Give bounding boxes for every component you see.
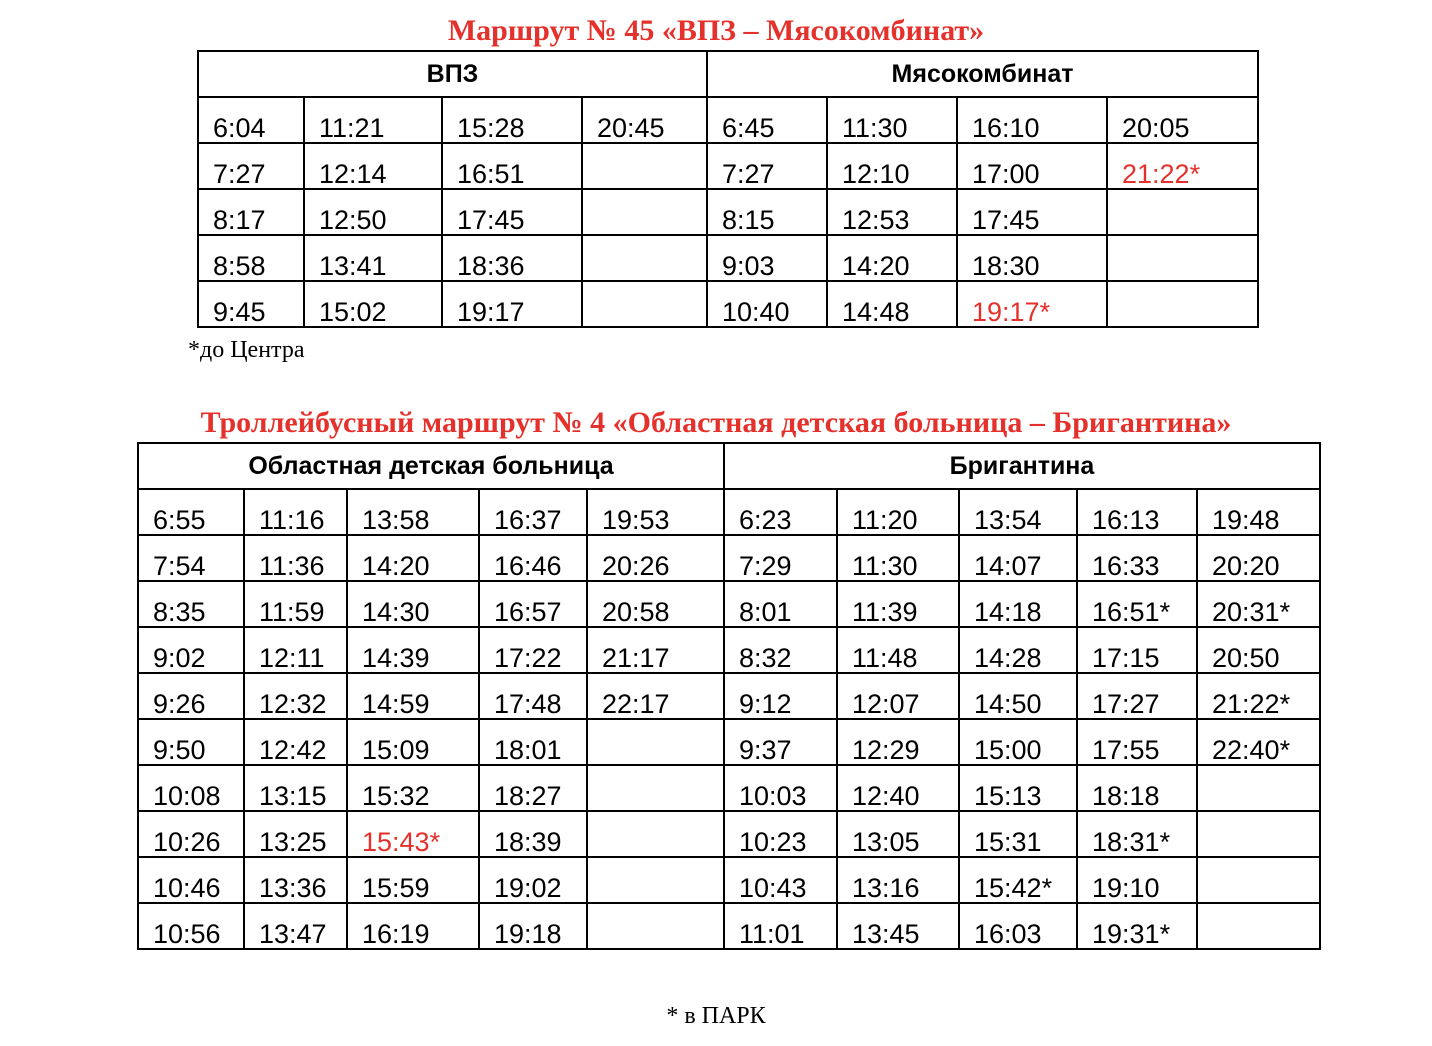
table-row — [138, 581, 1320, 627]
departure-time-cell: 20:58 — [587, 581, 724, 627]
departure-time-cell: 13:58 — [347, 489, 479, 535]
departure-time-cell: 13:45 — [837, 903, 959, 949]
departure-time-cell: 17:15 — [1077, 627, 1197, 673]
departure-time-cell: 20:45 — [582, 97, 707, 143]
departure-time-cell: 15:59 — [347, 857, 479, 903]
departure-time-cell: 17:45 — [957, 189, 1107, 235]
departure-time-cell: 11:59 — [244, 581, 347, 627]
departure-time-cell: 19:48 — [1197, 489, 1320, 535]
departure-time-cell: 18:39 — [479, 811, 587, 857]
route4-footnote: * в ПАРК — [666, 1003, 766, 1029]
departure-time-cell: 7:27 — [198, 143, 304, 189]
departure-time-cell — [1197, 811, 1320, 857]
departure-time-cell: 19:18 — [479, 903, 587, 949]
departure-time-cell: 17:48 — [479, 673, 587, 719]
departure-time-cell: 6:45 — [707, 97, 827, 143]
departure-time-cell: 12:11 — [244, 627, 347, 673]
departure-time-cell: 12:29 — [837, 719, 959, 765]
departure-time-cell: 14:20 — [347, 535, 479, 581]
departure-time-cell: 14:39 — [347, 627, 479, 673]
departure-time-cell: 14:18 — [959, 581, 1077, 627]
departure-time-cell — [1197, 765, 1320, 811]
departure-time-cell: 21:17 — [587, 627, 724, 673]
departure-time-cell: 12:10 — [827, 143, 957, 189]
departure-time-cell: 13:54 — [959, 489, 1077, 535]
departure-time-cell: 8:58 — [198, 235, 304, 281]
route4-schedule-body — [138, 489, 1320, 949]
departure-time-cell: 12:14 — [304, 143, 442, 189]
departure-time-cell — [1107, 235, 1258, 281]
departure-time-cell — [587, 811, 724, 857]
departure-time-cell: 7:54 — [138, 535, 244, 581]
departure-time-cell: 16:33 — [1077, 535, 1197, 581]
departure-time-cell: 16:51* — [1077, 581, 1197, 627]
departure-time-cell: 13:36 — [244, 857, 347, 903]
departure-time-cell: 11:30 — [827, 97, 957, 143]
table-row — [198, 189, 1258, 235]
departure-time-cell: 15:09 — [347, 719, 479, 765]
direction-header-brigantina: Бригантина — [724, 443, 1320, 489]
departure-time-cell: 8:32 — [724, 627, 837, 673]
departure-time-cell: 11:39 — [837, 581, 959, 627]
route45-schedule-table — [197, 50, 1259, 328]
route45-schedule-body — [198, 97, 1258, 327]
departure-time-cell: 12:07 — [837, 673, 959, 719]
departure-time-cell: 13:16 — [837, 857, 959, 903]
departure-time-cell: 15:28 — [442, 97, 582, 143]
departure-time-cell: 18:18 — [1077, 765, 1197, 811]
departure-time-cell: 11:48 — [837, 627, 959, 673]
departure-time-cell: 13:05 — [837, 811, 959, 857]
direction-header-oblastnaya-detskaya-bolnitsa: Областная детская больница — [138, 443, 724, 489]
departure-time-cell: 15:31 — [959, 811, 1077, 857]
departure-time-cell: 17:22 — [479, 627, 587, 673]
departure-time-cell — [582, 143, 707, 189]
departure-time-cell: 16:37 — [479, 489, 587, 535]
departure-time-cell: 14:07 — [959, 535, 1077, 581]
departure-time-cell: 16:13 — [1077, 489, 1197, 535]
departure-time-cell — [1107, 281, 1258, 327]
table-row — [138, 811, 1320, 857]
table-row — [198, 97, 1258, 143]
departure-time-cell: 13:15 — [244, 765, 347, 811]
departure-time-cell — [582, 235, 707, 281]
departure-time-cell: 9:02 — [138, 627, 244, 673]
departure-time-cell: 8:15 — [707, 189, 827, 235]
table-row — [198, 281, 1258, 327]
departure-time-cell: 14:30 — [347, 581, 479, 627]
departure-time-cell: 8:01 — [724, 581, 837, 627]
departure-time-cell: 20:31* — [1197, 581, 1320, 627]
departure-time-cell: 16:10 — [957, 97, 1107, 143]
direction-header-vpz: ВПЗ — [198, 51, 707, 97]
departure-time-cell: 12:53 — [827, 189, 957, 235]
departure-time-cell: 7:29 — [724, 535, 837, 581]
departure-time-cell: 15:32 — [347, 765, 479, 811]
departure-time-cell — [1107, 189, 1258, 235]
table-row — [138, 857, 1320, 903]
departure-time-cell — [1197, 903, 1320, 949]
direction-header-myasokombinat: Мясокомбинат — [707, 51, 1258, 97]
departure-time-cell: 18:31* — [1077, 811, 1197, 857]
route45-footnote: *до Центра — [188, 337, 305, 363]
departure-time-cell: 21:22* — [1197, 673, 1320, 719]
departure-time-cell: 9:45 — [198, 281, 304, 327]
departure-time-cell: 12:50 — [304, 189, 442, 235]
departure-time-cell: 17:27 — [1077, 673, 1197, 719]
departure-time-cell: 19:53 — [587, 489, 724, 535]
departure-time-cell: 14:20 — [827, 235, 957, 281]
departure-time-cell: 11:20 — [837, 489, 959, 535]
departure-time-cell: 21:22* — [1107, 143, 1258, 189]
departure-time-cell: 10:56 — [138, 903, 244, 949]
departure-time-cell: 15:13 — [959, 765, 1077, 811]
departure-time-cell: 20:50 — [1197, 627, 1320, 673]
departure-time-cell: 9:50 — [138, 719, 244, 765]
table-row — [138, 489, 1320, 535]
table-row — [138, 535, 1320, 581]
departure-time-cell: 16:57 — [479, 581, 587, 627]
departure-time-cell: 19:17* — [957, 281, 1107, 327]
departure-time-cell: 18:30 — [957, 235, 1107, 281]
departure-time-cell: 8:17 — [198, 189, 304, 235]
route4-title: Троллейбусный маршрут № 4 «Областная детская больница – Бригантина» — [200, 406, 1232, 439]
departure-time-cell: 10:46 — [138, 857, 244, 903]
departure-time-cell: 20:26 — [587, 535, 724, 581]
departure-time-cell: 15:42* — [959, 857, 1077, 903]
departure-time-cell: 11:21 — [304, 97, 442, 143]
departure-time-cell: 11:36 — [244, 535, 347, 581]
departure-time-cell: 8:35 — [138, 581, 244, 627]
departure-time-cell: 14:50 — [959, 673, 1077, 719]
departure-time-cell: 16:03 — [959, 903, 1077, 949]
departure-time-cell — [1197, 857, 1320, 903]
departure-time-cell: 14:28 — [959, 627, 1077, 673]
departure-time-cell: 11:01 — [724, 903, 837, 949]
departure-time-cell: 16:19 — [347, 903, 479, 949]
table-row — [138, 627, 1320, 673]
route4-schedule-table — [137, 442, 1321, 950]
table-row — [138, 903, 1320, 949]
table-row — [198, 143, 1258, 189]
departure-time-cell: 9:03 — [707, 235, 827, 281]
departure-time-cell: 17:00 — [957, 143, 1107, 189]
departure-time-cell: 22:17 — [587, 673, 724, 719]
departure-time-cell: 6:23 — [724, 489, 837, 535]
departure-time-cell: 14:48 — [827, 281, 957, 327]
departure-time-cell: 12:40 — [837, 765, 959, 811]
departure-time-cell: 20:20 — [1197, 535, 1320, 581]
departure-time-cell: 18:36 — [442, 235, 582, 281]
departure-time-cell — [587, 903, 724, 949]
departure-time-cell: 17:55 — [1077, 719, 1197, 765]
departure-time-cell: 14:59 — [347, 673, 479, 719]
table-row — [138, 673, 1320, 719]
departure-time-cell: 19:10 — [1077, 857, 1197, 903]
departure-time-cell: 17:45 — [442, 189, 582, 235]
departure-time-cell: 19:02 — [479, 857, 587, 903]
departure-time-cell: 15:00 — [959, 719, 1077, 765]
table-row — [198, 235, 1258, 281]
departure-time-cell: 10:08 — [138, 765, 244, 811]
departure-time-cell: 9:37 — [724, 719, 837, 765]
table-row — [138, 719, 1320, 765]
departure-time-cell — [587, 765, 724, 811]
departure-time-cell: 6:55 — [138, 489, 244, 535]
departure-time-cell: 10:23 — [724, 811, 837, 857]
departure-time-cell: 18:01 — [479, 719, 587, 765]
departure-time-cell: 12:32 — [244, 673, 347, 719]
departure-time-cell: 7:27 — [707, 143, 827, 189]
departure-time-cell: 11:16 — [244, 489, 347, 535]
departure-time-cell: 12:42 — [244, 719, 347, 765]
departure-time-cell: 10:40 — [707, 281, 827, 327]
departure-time-cell — [587, 719, 724, 765]
departure-time-cell: 13:41 — [304, 235, 442, 281]
departure-time-cell: 13:47 — [244, 903, 347, 949]
departure-time-cell: 15:02 — [304, 281, 442, 327]
departure-time-cell: 6:04 — [198, 97, 304, 143]
departure-time-cell: 20:05 — [1107, 97, 1258, 143]
table-row — [138, 765, 1320, 811]
departure-time-cell: 19:17 — [442, 281, 582, 327]
departure-time-cell: 11:30 — [837, 535, 959, 581]
departure-time-cell: 16:51 — [442, 143, 582, 189]
departure-time-cell — [587, 857, 724, 903]
departure-time-cell: 10:26 — [138, 811, 244, 857]
departure-time-cell — [582, 281, 707, 327]
departure-time-cell: 9:12 — [724, 673, 837, 719]
departure-time-cell: 22:40* — [1197, 719, 1320, 765]
departure-time-cell: 10:03 — [724, 765, 837, 811]
departure-time-cell: 10:43 — [724, 857, 837, 903]
route45-title: Маршрут № 45 «ВПЗ – Мясокомбинат» — [447, 14, 985, 47]
departure-time-cell: 19:31* — [1077, 903, 1197, 949]
departure-time-cell: 16:46 — [479, 535, 587, 581]
departure-time-cell — [582, 189, 707, 235]
departure-time-cell: 18:27 — [479, 765, 587, 811]
departure-time-cell: 9:26 — [138, 673, 244, 719]
departure-time-cell: 13:25 — [244, 811, 347, 857]
departure-time-cell: 15:43* — [347, 811, 479, 857]
